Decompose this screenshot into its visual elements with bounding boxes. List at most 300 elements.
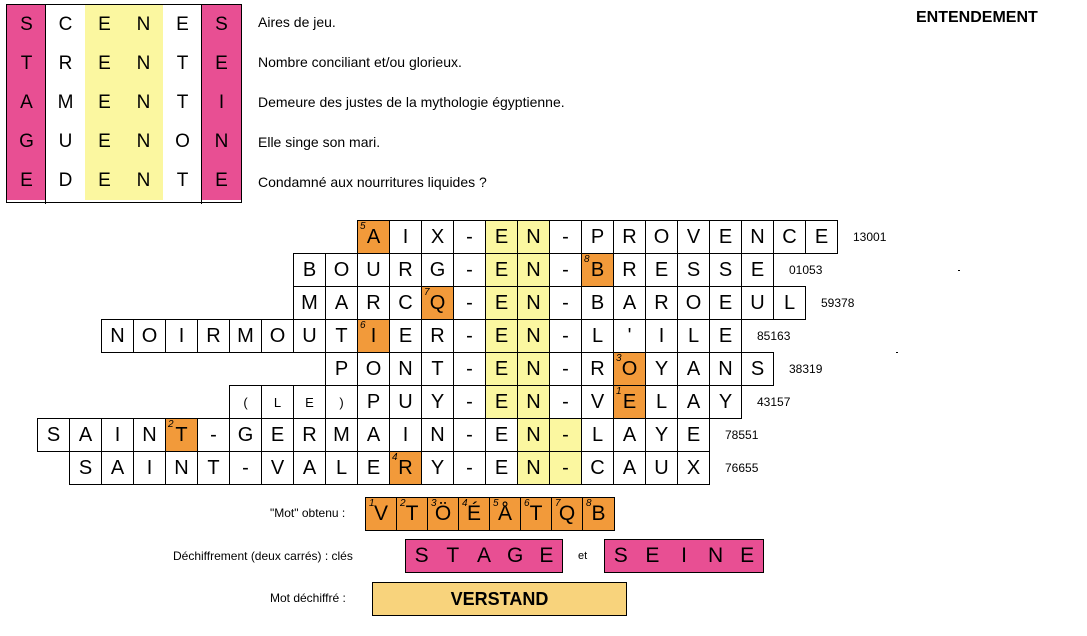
box-letter	[605, 540, 637, 572]
row-letter-cell	[613, 385, 646, 419]
row-letter-cell	[645, 253, 678, 287]
row-letter-cell	[581, 418, 614, 452]
grid-cell: R	[46, 44, 85, 83]
row-letter-cell	[645, 220, 678, 254]
row-letter-cell	[453, 352, 486, 386]
box-letter	[731, 540, 763, 572]
row-letter-cell	[453, 418, 486, 452]
row-letter-cell	[645, 319, 678, 353]
row-letter: E	[494, 324, 509, 347]
row-letter-cell	[549, 253, 582, 287]
grid-cell: E	[85, 5, 124, 44]
clue-text: Condamné aux nourritures liquides ?	[258, 174, 487, 190]
grid-cell: N	[124, 83, 163, 122]
row-letter: R	[206, 324, 221, 347]
row-letter: -	[562, 258, 569, 281]
row-letter: V	[270, 456, 285, 479]
row-letter-cell	[805, 220, 838, 254]
postal-code: 85163	[757, 329, 791, 343]
box-letter-text: T	[405, 502, 419, 525]
row-letter: R	[590, 357, 605, 380]
row-letter: O	[653, 225, 670, 248]
postal-code: 43157	[757, 395, 791, 409]
order-number: 4	[392, 452, 398, 463]
box-letter-text: Å	[497, 502, 512, 525]
puzzle-title: ENTENDEMENT	[916, 9, 1038, 26]
grid-cell: D	[46, 161, 85, 200]
box-letter	[437, 540, 468, 572]
row-letter: N	[750, 225, 765, 248]
box-letter	[397, 498, 428, 530]
box-letter-text: É	[466, 502, 481, 525]
row-letter-cell	[549, 418, 582, 452]
row-letter-cell	[549, 385, 582, 419]
row-letter: -	[562, 423, 569, 446]
row-letter-cell	[613, 418, 646, 452]
row-letter: E	[814, 225, 829, 248]
row-letter: N	[174, 456, 189, 479]
order-number: 6	[360, 320, 366, 331]
box-letter-text: E	[539, 544, 554, 567]
row-letter-cell	[325, 385, 358, 419]
row-letter: L	[335, 456, 348, 479]
row-letter: V	[590, 390, 605, 413]
row-letter: N	[526, 324, 541, 347]
row-letter: L	[783, 291, 796, 314]
row-letter: E	[622, 390, 637, 413]
box-letter	[468, 540, 499, 572]
row-letter-cell	[517, 286, 550, 320]
row-letter-cell	[517, 253, 550, 287]
grid-cell: S	[7, 5, 46, 44]
order-number: 8	[586, 498, 592, 509]
row-letter-cell	[517, 385, 550, 419]
order-number: 2	[400, 498, 406, 509]
row-letter: N	[526, 390, 541, 413]
order-number: 7	[555, 498, 561, 509]
row-letter: A	[78, 423, 93, 446]
row-letter-cell	[357, 451, 390, 485]
row-letter: U	[398, 390, 413, 413]
row-letter-cell	[645, 385, 678, 419]
row-letter-cell	[453, 286, 486, 320]
grid-cell: E	[85, 122, 124, 161]
row-letter-cell	[517, 319, 550, 353]
order-number: 3	[616, 353, 622, 364]
mot-dechiffre-answer: VERSTAND	[372, 582, 627, 616]
row-letter: '	[627, 324, 632, 347]
box-letter	[700, 540, 732, 572]
row-letter: N	[526, 357, 541, 380]
row-letter-cell	[165, 451, 198, 485]
row-letter-cell	[517, 451, 550, 485]
row-letter-cell	[261, 451, 294, 485]
row-letter: E	[750, 258, 765, 281]
row-letter: E	[718, 225, 733, 248]
row-letter: U	[302, 324, 317, 347]
row-letter: A	[366, 423, 381, 446]
row-letter-cell	[517, 418, 550, 452]
row-letter: I	[178, 324, 185, 347]
row-letter-cell	[101, 451, 134, 485]
grid-divider	[45, 5, 46, 204]
row-letter: G	[237, 423, 254, 446]
row-letter-cell	[741, 220, 774, 254]
row-letter: E	[494, 456, 509, 479]
row-letter-cell	[677, 253, 710, 287]
row-letter: L	[591, 324, 604, 347]
row-letter: O	[685, 291, 702, 314]
row-letter: M	[333, 423, 350, 446]
row-letter-cell	[197, 418, 230, 452]
box-letter	[490, 498, 521, 530]
row-letter-cell	[325, 319, 358, 353]
row-letter: A	[302, 456, 317, 479]
row-letter-cell	[677, 286, 710, 320]
row-letter-cell	[453, 319, 486, 353]
row-letter-cell	[357, 385, 390, 419]
box-letter-text: I	[681, 544, 687, 567]
grid-cell: G	[7, 122, 46, 161]
row-letter-cell	[133, 418, 166, 452]
row-letter: A	[622, 423, 637, 446]
row-letter: C	[590, 456, 605, 479]
grid-cell: E	[163, 5, 202, 44]
order-number: 3	[431, 498, 437, 509]
row-letter: B	[590, 258, 605, 281]
box-letter	[583, 498, 614, 530]
row-letter-cell	[389, 220, 422, 254]
row-letter: -	[466, 258, 473, 281]
postal-code: 76655	[725, 461, 759, 475]
box-letter-text: E	[740, 544, 755, 567]
postal-code: 13001	[853, 230, 887, 244]
grid-cell: U	[46, 122, 85, 161]
top-letter-grid	[6, 4, 242, 203]
box-letter-text: N	[707, 544, 724, 567]
row-letter: E	[654, 258, 669, 281]
row-letter: -	[562, 291, 569, 314]
row-letter: N	[526, 456, 541, 479]
row-letter-cell	[677, 451, 710, 485]
row-letter-cell	[293, 319, 326, 353]
grid-cell: E	[85, 83, 124, 122]
row-letter-cell	[613, 220, 646, 254]
grid-cell: O	[163, 122, 202, 161]
row-letter-cell	[613, 253, 646, 287]
row-letter: C	[782, 225, 797, 248]
row-letter-cell	[549, 451, 582, 485]
postal-code: 59378	[821, 296, 855, 310]
row-letter-cell	[421, 451, 454, 485]
clue-text: Nombre conciliant et/ou glorieux.	[258, 54, 462, 70]
row-letter-cell	[485, 385, 518, 419]
row-letter-cell	[389, 385, 422, 419]
key2-box	[604, 539, 764, 573]
grid-cell: N	[124, 44, 163, 83]
row-letter-cell	[325, 352, 358, 386]
row-letter-cell	[357, 253, 390, 287]
row-letter-cell	[165, 319, 198, 353]
row-letter: E	[718, 291, 733, 314]
mot-obtenu-box	[365, 497, 615, 531]
row-letter-cell	[293, 253, 326, 287]
row-letter-cell	[389, 319, 422, 353]
row-letter-cell	[645, 418, 678, 452]
row-letter-cell	[741, 352, 774, 386]
row-letter-cell	[293, 451, 326, 485]
row-letter: V	[686, 225, 701, 248]
row-letter-cell	[709, 253, 742, 287]
grid-cell: S	[202, 5, 241, 44]
row-letter-cell	[101, 418, 134, 452]
row-letter: L	[273, 394, 282, 410]
row-letter-cell	[773, 220, 806, 254]
row-letter-cell	[325, 253, 358, 287]
box-letter	[459, 498, 490, 530]
row-letter: E	[494, 258, 509, 281]
row-letter: I	[114, 423, 121, 446]
grid-cell: E	[85, 161, 124, 200]
box-letter-text: E	[645, 544, 660, 567]
row-letter-cell	[357, 319, 390, 353]
box-letter	[500, 540, 531, 572]
row-letter: S	[686, 258, 701, 281]
row-letter-cell	[389, 418, 422, 452]
row-letter: )	[339, 394, 344, 410]
row-letter: R	[622, 258, 637, 281]
box-letter	[521, 498, 552, 530]
row-letter: N	[110, 324, 125, 347]
row-letter: N	[526, 258, 541, 281]
order-number: 5	[360, 221, 366, 232]
order-number: 2	[168, 419, 174, 430]
row-letter-cell	[581, 352, 614, 386]
row-letter: E	[494, 357, 509, 380]
row-letter-cell	[389, 451, 422, 485]
row-letter-cell	[357, 286, 390, 320]
row-letter-cell	[421, 352, 454, 386]
row-letter: N	[526, 225, 541, 248]
row-letter: E	[494, 423, 509, 446]
row-letter-cell	[709, 319, 742, 353]
row-letter-cell	[741, 286, 774, 320]
box-letter	[637, 540, 669, 572]
row-letter: A	[334, 291, 349, 314]
row-letter: I	[402, 423, 409, 446]
row-letter-cell	[773, 286, 806, 320]
row-letter-cell	[325, 418, 358, 452]
row-letter: N	[398, 357, 413, 380]
row-letter-cell	[133, 451, 166, 485]
grid-cell: I	[202, 83, 241, 122]
box-letter	[668, 540, 700, 572]
row-letter-cell	[453, 253, 486, 287]
row-letter: -	[562, 324, 569, 347]
grid-cell: M	[46, 83, 85, 122]
row-letter-cell	[581, 286, 614, 320]
box-letter	[531, 540, 562, 572]
row-letter-cell	[581, 385, 614, 419]
row-letter: Y	[430, 456, 445, 479]
row-letter-cell	[485, 319, 518, 353]
row-letter: E	[494, 291, 509, 314]
grid-cell: C	[46, 5, 85, 44]
row-letter-cell	[421, 220, 454, 254]
row-letter: R	[654, 291, 669, 314]
row-letter-cell	[357, 352, 390, 386]
row-letter: U	[750, 291, 765, 314]
box-letter-text: Q	[558, 502, 576, 525]
row-letter-cell	[453, 451, 486, 485]
mot-dechiffre-label: Mot déchiffré :	[270, 591, 346, 605]
row-letter: Y	[718, 390, 733, 413]
row-letter-cell	[549, 352, 582, 386]
row-letter-cell	[677, 220, 710, 254]
box-letter	[366, 498, 397, 530]
mot-obtenu-label: "Mot" obtenu :	[270, 506, 346, 520]
row-letter-cell	[709, 352, 742, 386]
grid-cell: N	[124, 122, 163, 161]
row-letter-cell	[261, 385, 294, 419]
row-letter-cell	[389, 352, 422, 386]
order-number: 5	[493, 498, 499, 509]
row-letter: E	[398, 324, 413, 347]
row-letter: N	[142, 423, 157, 446]
row-letter: S	[78, 456, 93, 479]
row-letter: E	[305, 394, 314, 410]
row-letter: Y	[430, 390, 445, 413]
row-letter: E	[494, 225, 509, 248]
row-letter: N	[430, 423, 445, 446]
row-letter: R	[302, 423, 317, 446]
row-letter-cell	[261, 418, 294, 452]
row-letter: -	[562, 456, 569, 479]
row-letter-cell	[421, 385, 454, 419]
grid-cell: E	[7, 161, 46, 200]
box-letter	[406, 540, 437, 572]
row-letter: A	[686, 357, 701, 380]
grid-cell: E	[85, 44, 124, 83]
row-letter: L	[591, 423, 604, 446]
row-letter-cell	[453, 220, 486, 254]
row-letter-cell	[389, 286, 422, 320]
row-letter: A	[366, 225, 381, 248]
row-letter: Q	[429, 291, 446, 314]
row-letter-cell	[517, 220, 550, 254]
row-letter-cell	[581, 451, 614, 485]
row-letter: P	[590, 225, 605, 248]
row-letter-cell	[421, 286, 454, 320]
row-letter: R	[430, 324, 445, 347]
box-letter-text: S	[414, 544, 429, 567]
row-letter-cell	[613, 319, 646, 353]
row-letter: E	[270, 423, 285, 446]
row-letter-cell	[293, 385, 326, 419]
row-letter-cell	[485, 220, 518, 254]
row-letter-cell	[645, 286, 678, 320]
row-letter-cell	[549, 319, 582, 353]
order-number: 7	[424, 287, 430, 298]
row-letter-cell	[485, 352, 518, 386]
row-letter: E	[718, 324, 733, 347]
row-letter: I	[402, 225, 409, 248]
grid-cell: T	[163, 83, 202, 122]
row-letter: S	[718, 258, 733, 281]
row-letter: B	[302, 258, 317, 281]
row-letter-cell	[549, 286, 582, 320]
row-letter: O	[333, 258, 350, 281]
row-letter-cell	[357, 418, 390, 452]
row-letter-cell	[613, 352, 646, 386]
row-letter-cell	[645, 352, 678, 386]
box-letter-text: T	[446, 544, 460, 567]
row-letter: Y	[654, 357, 669, 380]
postal-code: 38319	[789, 362, 823, 376]
row-letter: -	[562, 225, 569, 248]
order-number: 4	[462, 498, 468, 509]
order-number: 1	[616, 386, 622, 397]
row-letter: M	[237, 324, 254, 347]
row-letter-cell	[389, 253, 422, 287]
key1-box	[405, 539, 563, 573]
row-letter-cell	[741, 253, 774, 287]
box-letter-text: T	[529, 502, 543, 525]
row-letter: A	[622, 456, 637, 479]
clue-text: Elle singe son mari.	[258, 134, 381, 150]
row-letter: U	[366, 258, 381, 281]
row-letter: O	[621, 357, 638, 380]
row-letter: -	[466, 291, 473, 314]
row-letter: N	[526, 423, 541, 446]
and-label: et	[578, 550, 588, 562]
row-letter: Y	[654, 423, 669, 446]
row-letter: O	[365, 357, 382, 380]
row-letter: E	[366, 456, 381, 479]
row-letter-cell	[613, 286, 646, 320]
row-letter: O	[269, 324, 286, 347]
row-letter-cell	[709, 286, 742, 320]
row-letter-cell	[485, 451, 518, 485]
row-letter: R	[366, 291, 381, 314]
grid-cell: T	[163, 161, 202, 200]
row-letter: N	[718, 357, 733, 380]
row-letter: -	[562, 390, 569, 413]
row-letter-cell	[229, 418, 262, 452]
row-letter-cell	[69, 418, 102, 452]
grid-cell: N	[124, 5, 163, 44]
clue-text: Aires de jeu.	[258, 14, 336, 30]
row-letter: L	[687, 324, 700, 347]
row-letter: I	[146, 456, 153, 479]
row-letter-cell	[293, 418, 326, 452]
row-letter: M	[301, 291, 318, 314]
row-letter-cell	[581, 220, 614, 254]
row-letter: -	[466, 324, 473, 347]
row-letter-cell	[293, 286, 326, 320]
row-letter-cell	[101, 319, 134, 353]
row-letter: T	[335, 324, 348, 347]
row-letter: E	[494, 390, 509, 413]
row-letter-cell	[261, 319, 294, 353]
row-letter: O	[141, 324, 158, 347]
row-letter-cell	[613, 451, 646, 485]
row-letter-cell	[421, 319, 454, 353]
row-letter: I	[370, 324, 377, 347]
clue-text: Demeure des justes de la mythologie égyptienne.	[258, 94, 565, 110]
dechiffrement-label: Déchiffrement (deux carrés) : clés	[173, 549, 353, 563]
row-letter-cell	[421, 418, 454, 452]
